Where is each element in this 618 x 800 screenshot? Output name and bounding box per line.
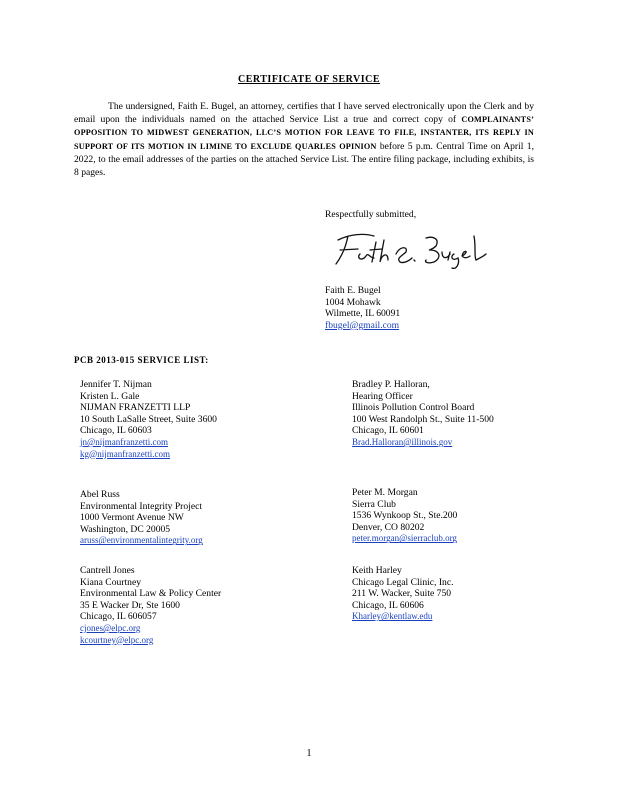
entry-line: Hearing Officer: [352, 390, 413, 402]
email-link[interactable]: aruss@environmentalintegrity.org: [80, 535, 203, 546]
entry-line: 100 West Randolph St., Suite 11-500: [352, 413, 494, 425]
entry-line: Environmental Integrity Project: [80, 500, 203, 512]
service-entry-harley: [352, 565, 454, 623]
entry-line: Chicago, IL 60603: [80, 425, 152, 437]
entry-line: Chicago Legal Clinic, Inc.: [352, 576, 454, 588]
body-part-1: The undersigned, Faith E. Bugel, an attorney, certifies that I have served electronically upon the Clerk and by email upon the individuals named on the attached Service List a true and correct copy of: [74, 101, 534, 126]
email-link[interactable]: kcourtney@elpc.org: [80, 634, 154, 645]
entry-line: 1000 Vermont Avenue NW: [80, 512, 184, 524]
certificate-body: [74, 100, 534, 179]
email-link[interactable]: jn@nijmanfranzetti.com: [80, 436, 169, 447]
handwritten-signature: [330, 228, 490, 270]
signer-city: Wilmette, IL 60091: [325, 308, 401, 320]
body-part-2: before 5 p.m. Central Time on April 1, 2022, to the email addresses of the parties on the attached Service List. The entire filing package, including exhibits, is 8 pages.: [74, 140, 534, 179]
entry-line: Jennifer T. Nijman: [80, 379, 152, 390]
entry-line: Sierra Club: [352, 498, 396, 510]
entry-line: NIJMAN FRANZETTI LLP: [80, 402, 191, 414]
entry-line: Kiana Courtney: [80, 576, 142, 588]
body-document-title: COMPLAINANTS’ OPPOSITION TO MIDWEST GENERATION, LLC’S MOTION FOR LEAVE TO FILE, INSTANTER, ITS REPLY IN SUPPORT OF ITS MOTION IN LIMINE TO EXCLUDE QUARLES OPINION: [74, 115, 534, 151]
service-entry-nijman: [80, 379, 217, 460]
entry-line: Environmental Law & Policy Center: [80, 588, 222, 600]
entry-line: 1536 Wynkoop St., Ste.200: [352, 510, 458, 522]
signer-street: 1004 Mohawk: [325, 296, 381, 308]
service-entry-morgan: [352, 487, 457, 545]
entry-line: Illinois Pollution Control Board: [352, 402, 475, 414]
entry-line: Bradley P. Halloran,: [352, 379, 430, 390]
entry-line: Denver, CO 80202: [352, 521, 425, 533]
entry-line: Abel Russ: [80, 489, 120, 500]
service-entry-russ: [80, 489, 203, 547]
closing-line: Respectfully submitted,: [325, 209, 417, 220]
service-list-heading: PCB 2013-015 SERVICE LIST:: [74, 355, 209, 365]
page-number: 1: [306, 748, 312, 759]
document-title: CERTIFICATE OF SERVICE: [238, 74, 380, 85]
entry-line: Washington, DC 20005: [80, 523, 171, 535]
entry-line: Chicago, IL 60601: [352, 425, 424, 437]
signer-email-link[interactable]: fbugel@gmail.com: [325, 319, 400, 331]
email-link[interactable]: peter.morgan@sierraclub.org: [352, 533, 457, 544]
service-entry-jones: [80, 565, 221, 646]
entry-line: Peter M. Morgan: [352, 487, 418, 498]
entry-line: Cantrell Jones: [80, 565, 135, 576]
email-link[interactable]: Kharley@kentlaw.edu: [352, 611, 433, 622]
email-link[interactable]: Brad.Halloran@illinois.gov: [352, 436, 453, 447]
entry-line: Keith Harley: [352, 565, 402, 576]
entry-line: Chicago, IL 60606: [352, 599, 424, 611]
entry-line: 10 South LaSalle Street, Suite 3600: [80, 413, 217, 425]
email-link[interactable]: cjones@elpc.org: [80, 622, 141, 633]
signer-name: Faith E. Bugel: [325, 285, 381, 296]
entry-line: 35 E Wacker Dr, Ste 1600: [80, 599, 180, 611]
entry-line: Chicago, IL 606057: [80, 611, 157, 623]
service-entry-halloran: [352, 379, 494, 449]
signer-block: [325, 285, 400, 331]
entry-line: Kristen L. Gale: [80, 390, 140, 402]
entry-line: 211 W. Wacker, Suite 750: [352, 588, 452, 600]
email-link[interactable]: kg@nijmanfranzetti.com: [80, 448, 171, 459]
